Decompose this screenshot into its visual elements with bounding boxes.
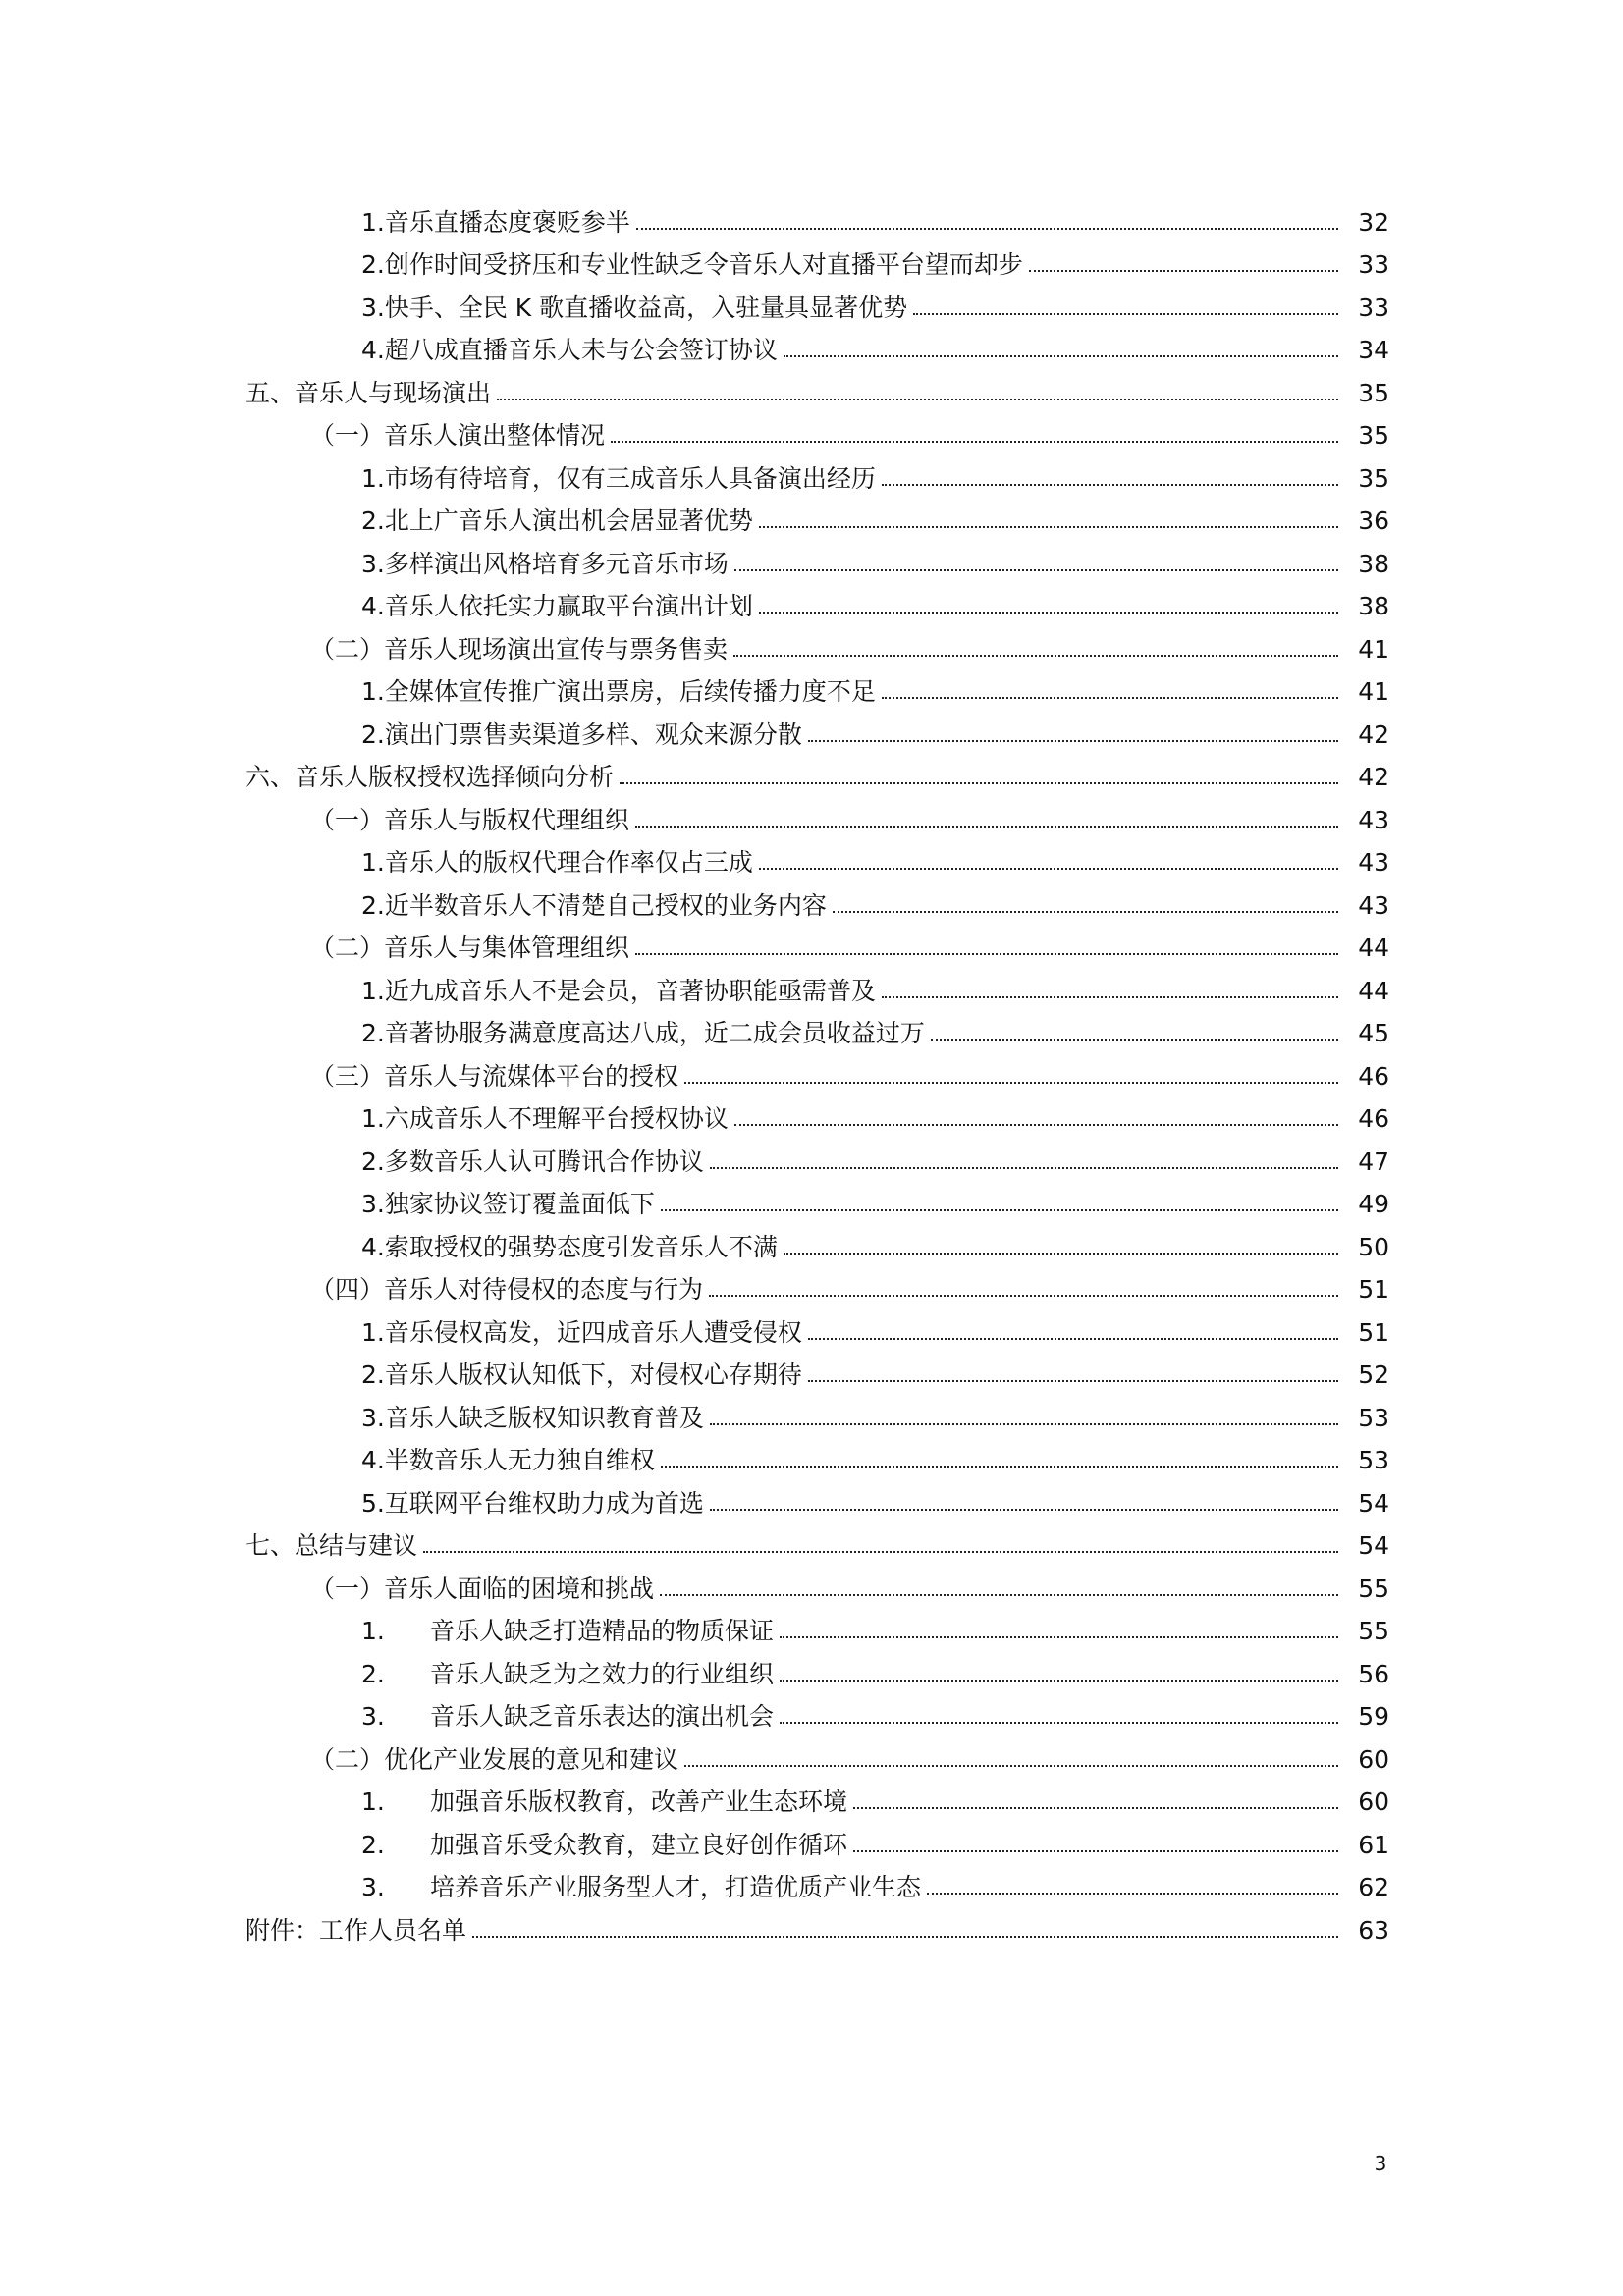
toc-entry-page: 43	[1358, 848, 1389, 878]
toc-entry-title: 音乐人面临的困境和挑战	[384, 1574, 655, 1603]
toc-entry-title: 音乐侵权高发，近四成音乐人遭受侵权	[384, 1317, 802, 1347]
toc-entry-page: 46	[1358, 1104, 1389, 1134]
toc-entry-text	[361, 1019, 931, 1048]
toc-entry[interactable]	[0, 1867, 1623, 1910]
toc-entry-number: 2.	[361, 1361, 385, 1390]
toc-entry-text	[361, 208, 636, 238]
toc-entry-title: 超八成直播音乐人未与公会签订协议	[384, 336, 778, 365]
toc-entry-text	[310, 1575, 660, 1604]
toc-entry-page: 45	[1358, 1019, 1389, 1048]
toc-entry[interactable]	[0, 1568, 1623, 1611]
toc-entry-title: 音乐人与集体管理组织	[384, 934, 630, 963]
toc-dot-leader	[635, 826, 1338, 828]
toc-entry-page: 33	[1358, 250, 1389, 280]
toc-entry[interactable]	[0, 1055, 1623, 1098]
toc-dot-leader	[882, 697, 1338, 699]
toc-entry[interactable]	[0, 1269, 1623, 1312]
toc-entry-number: 2.	[361, 250, 385, 280]
toc-entry-number: （一）	[310, 805, 385, 834]
page-number: 3	[1374, 2152, 1387, 2175]
toc-entry-title: 音乐人与流媒体平台的授权	[384, 1061, 679, 1091]
toc-entry[interactable]	[0, 928, 1623, 971]
toc-entry-number: 3.	[361, 1190, 385, 1219]
toc-entry-text	[361, 592, 759, 621]
toc-entry-number: 4.	[361, 336, 385, 365]
toc-entry-title: 索取授权的强势态度引发音乐人不满	[384, 1232, 778, 1261]
toc-entry-page: 35	[1358, 463, 1389, 493]
toc-entry-title: 半数音乐人无力独自维权	[384, 1446, 655, 1475]
toc-entry[interactable]	[0, 1141, 1623, 1184]
toc-dot-leader	[497, 399, 1338, 400]
toc-entry-number: 五、	[245, 378, 296, 407]
toc-entry[interactable]	[0, 1738, 1623, 1782]
toc-entry-page: 43	[1358, 890, 1389, 920]
toc-dot-leader	[710, 1423, 1338, 1425]
toc-entry-page: 53	[1358, 1403, 1389, 1432]
toc-dot-leader	[784, 1253, 1338, 1255]
toc-entry-number: 4.	[361, 1446, 385, 1475]
toc-entry-number: 2.	[361, 1659, 385, 1688]
toc-entry-number: 3.	[361, 549, 385, 578]
toc-entry-title: 音乐人演出整体情况	[384, 421, 606, 451]
toc-entry-number: （四）	[310, 1275, 385, 1305]
toc-entry-page: 38	[1358, 549, 1389, 578]
toc-entry-page: 53	[1358, 1446, 1389, 1475]
toc-entry-page: 55	[1358, 1574, 1389, 1603]
toc-entry[interactable]	[0, 457, 1623, 501]
toc-entry-number: 2.	[361, 507, 385, 536]
toc-dot-leader	[853, 1850, 1338, 1852]
toc-entry-number: （二）	[310, 1744, 385, 1774]
toc-entry-title: 快手、全民 K 歌直播收益高，入驻量具显著优势	[384, 293, 908, 322]
toc-dot-leader	[661, 1466, 1338, 1468]
toc-entry-number: 3.	[361, 1873, 385, 1902]
toc-entry-page: 32	[1358, 207, 1389, 237]
toc-entry-number: （二）	[310, 634, 385, 664]
toc-entry-text	[245, 1531, 423, 1561]
toc-entry-text	[245, 763, 620, 792]
toc-entry-page: 59	[1358, 1702, 1389, 1732]
toc-dot-leader	[734, 1124, 1338, 1126]
toc-entry-number: 3.	[361, 293, 385, 322]
toc-entry-title: 演出门票售卖渠道多样、观众来源分散	[384, 720, 802, 749]
toc-entry[interactable]	[0, 244, 1623, 288]
toc-entry[interactable]	[0, 201, 1623, 244]
toc-entry-page: 34	[1358, 336, 1389, 365]
toc-dot-leader	[661, 1209, 1338, 1211]
toc-entry[interactable]	[0, 714, 1623, 757]
toc-entry-title: 多样演出风格培育多元音乐市场	[384, 549, 729, 578]
toc-dot-leader	[913, 313, 1338, 315]
toc-entry-text	[361, 677, 882, 707]
toc-entry-text	[361, 1190, 661, 1219]
toc-dot-leader	[931, 1039, 1338, 1041]
toc-dot-leader	[636, 228, 1338, 230]
toc-entry-title: 音乐人对待侵权的态度与行为	[384, 1275, 704, 1305]
toc-entry-text	[361, 1233, 784, 1262]
toc-entry-text	[361, 250, 1029, 280]
toc-entry-text	[361, 1361, 808, 1390]
toc-entry-page: 55	[1358, 1617, 1389, 1646]
toc-entry-text	[310, 1275, 709, 1305]
toc-entry-text	[361, 1446, 661, 1475]
toc-entry[interactable]	[0, 757, 1623, 800]
toc-entry-page: 46	[1358, 1061, 1389, 1091]
toc-dot-leader	[1029, 270, 1338, 272]
toc-entry-page: 38	[1358, 592, 1389, 621]
toc-entry-page: 60	[1358, 1744, 1389, 1774]
table-of-contents	[0, 201, 1623, 1952]
toc-dot-leader	[635, 953, 1338, 955]
toc-entry-page: 43	[1358, 805, 1389, 834]
toc-entry[interactable]	[0, 415, 1623, 458]
toc-entry[interactable]	[0, 1696, 1623, 1739]
toc-entry-text	[361, 1404, 710, 1433]
toc-entry[interactable]	[0, 884, 1623, 928]
toc-dot-leader	[423, 1551, 1338, 1553]
toc-entry[interactable]	[0, 1653, 1623, 1696]
toc-entry-page: 60	[1358, 1788, 1389, 1817]
toc-entry-text	[310, 1062, 684, 1092]
toc-entry-number: 1.	[361, 1788, 385, 1817]
toc-entry-title: 互联网平台维权助力成为首选	[384, 1488, 704, 1518]
toc-entry-text	[245, 379, 497, 408]
toc-entry-page: 36	[1358, 507, 1389, 536]
toc-dot-leader	[808, 740, 1338, 742]
toc-entry-number: 1.	[361, 677, 385, 707]
toc-entry-text	[361, 1148, 710, 1177]
toc-entry-page: 33	[1358, 293, 1389, 322]
toc-entry-title: 优化产业发展的意见和建议	[384, 1744, 679, 1774]
toc-entry-number: 2.	[361, 1830, 385, 1859]
toc-entry[interactable]	[0, 1782, 1623, 1825]
toc-entry[interactable]	[0, 1355, 1623, 1398]
toc-entry[interactable]	[0, 586, 1623, 629]
toc-entry-number: 2.	[361, 720, 385, 749]
toc-dot-leader	[759, 868, 1338, 870]
toc-entry[interactable]	[0, 1611, 1623, 1654]
toc-entry-title: 六成音乐人不理解平台授权协议	[384, 1104, 729, 1134]
toc-entry-page: 54	[1358, 1531, 1389, 1561]
toc-entry-title: 独家协议签订覆盖面低下	[384, 1190, 655, 1219]
toc-dot-leader	[927, 1893, 1338, 1895]
toc-entry-text	[361, 1873, 927, 1902]
toc-entry-number: 3.	[361, 1403, 385, 1432]
toc-entry-text	[361, 721, 808, 750]
toc-entry-text	[310, 635, 733, 665]
toc-dot-leader	[620, 782, 1338, 784]
toc-entry-page: 52	[1358, 1361, 1389, 1390]
toc-entry-text	[361, 1617, 780, 1646]
toc-entry-page: 44	[1358, 934, 1389, 963]
toc-entry-title: 音乐人版权认知低下，对侵权心存期待	[384, 1361, 802, 1390]
toc-entry-title: 北上广音乐人演出机会居显著优势	[384, 507, 753, 536]
toc-entry-title: 音乐人与现场演出	[295, 378, 492, 407]
toc-dot-leader	[684, 1082, 1338, 1084]
toc-entry-number: （一）	[310, 421, 385, 451]
toc-entry[interactable]	[0, 330, 1623, 373]
toc-entry-text	[361, 891, 833, 921]
toc-entry-number: 1.	[361, 463, 385, 493]
toc-entry-page: 44	[1358, 976, 1389, 1005]
toc-dot-leader	[472, 1936, 1338, 1938]
toc-entry-text	[361, 336, 784, 365]
toc-entry-page: 41	[1358, 677, 1389, 707]
toc-entry-title: 音乐人缺乏打造精品的物质保证	[430, 1617, 775, 1646]
toc-dot-leader	[611, 441, 1338, 443]
toc-dot-leader	[808, 1338, 1338, 1340]
toc-entry[interactable]	[0, 1098, 1623, 1142]
toc-entry-page: 61	[1358, 1830, 1389, 1859]
toc-entry[interactable]	[0, 970, 1623, 1013]
toc-entry-number: 5.	[361, 1488, 385, 1518]
toc-entry-number: 1.	[361, 207, 385, 237]
toc-entry-number: 4.	[361, 592, 385, 621]
toc-entry-number: 2.	[361, 1019, 385, 1048]
toc-entry-page: 63	[1358, 1915, 1389, 1945]
toc-entry-page: 54	[1358, 1488, 1389, 1518]
toc-entry[interactable]	[0, 628, 1623, 671]
toc-entry-number: 2.	[361, 1147, 385, 1176]
toc-entry-number: （三）	[310, 1061, 385, 1091]
toc-entry-page: 35	[1358, 421, 1389, 451]
toc-entry-title: 全媒体宣传推广演出票房，后续传播力度不足	[384, 677, 876, 707]
toc-entry-text	[310, 806, 635, 835]
toc-entry-title: 总结与建议	[295, 1531, 418, 1561]
toc-entry[interactable]	[0, 1013, 1623, 1056]
toc-entry-title: 音乐人缺乏为之效力的行业组织	[430, 1659, 775, 1688]
toc-entry[interactable]	[0, 1311, 1623, 1355]
toc-entry-title: 音乐人缺乏版权知识教育普及	[384, 1403, 704, 1432]
toc-entry-title: 音乐人与版权代理组织	[384, 805, 630, 834]
toc-dot-leader	[780, 1722, 1338, 1724]
toc-entry-number: 1.	[361, 976, 385, 1005]
toc-entry-text	[361, 848, 759, 878]
toc-entry-text	[245, 1916, 472, 1946]
toc-entry[interactable]	[0, 842, 1623, 885]
toc-entry-text	[361, 1788, 853, 1817]
toc-dot-leader	[784, 355, 1338, 357]
toc-entry[interactable]	[0, 1824, 1623, 1867]
toc-entry-text	[361, 1489, 710, 1519]
toc-entry[interactable]	[0, 671, 1623, 715]
toc-entry-title: 创作时间受挤压和专业性缺乏令音乐人对直播平台望而却步	[384, 250, 1023, 280]
toc-entry[interactable]	[0, 1226, 1623, 1269]
toc-entry[interactable]	[0, 1440, 1623, 1483]
toc-entry-page: 47	[1358, 1147, 1389, 1176]
toc-entry[interactable]	[0, 1397, 1623, 1440]
toc-entry-title: 音著协服务满意度高达八成，近二成会员收益过万	[384, 1019, 925, 1048]
toc-dot-leader	[882, 996, 1338, 998]
toc-entry-title: 近九成音乐人不是会员，音著协职能亟需普及	[384, 976, 876, 1005]
toc-entry-text	[361, 294, 913, 323]
toc-entry-number: 3.	[361, 1702, 385, 1732]
toc-entry-title: 工作人员名单	[319, 1915, 467, 1945]
toc-dot-leader	[709, 1295, 1338, 1297]
toc-entry-page: 42	[1358, 763, 1389, 792]
toc-entry-number: 1.	[361, 848, 385, 878]
toc-entry-title: 近半数音乐人不清楚自己授权的业务内容	[384, 890, 827, 920]
toc-entry-page: 35	[1358, 378, 1389, 407]
toc-entry-number: 六、	[245, 763, 296, 792]
toc-entry[interactable]	[0, 543, 1623, 586]
toc-entry-text	[361, 1104, 734, 1134]
toc-entry[interactable]	[0, 1525, 1623, 1569]
toc-entry-title: 音乐人依托实力赢取平台演出计划	[384, 592, 753, 621]
toc-entry-page: 62	[1358, 1873, 1389, 1902]
toc-entry-text	[361, 977, 882, 1006]
toc-dot-leader	[660, 1594, 1338, 1596]
toc-dot-leader	[780, 1636, 1338, 1638]
toc-entry[interactable]	[0, 287, 1623, 330]
toc-entry-number: 4.	[361, 1232, 385, 1261]
toc-entry-title: 音乐人的版权代理合作率仅占三成	[384, 848, 753, 878]
toc-entry-text	[361, 1831, 853, 1860]
toc-entry-title: 音乐人版权授权选择倾向分析	[295, 763, 615, 792]
toc-dot-leader	[684, 1765, 1338, 1767]
toc-entry-text	[361, 1660, 780, 1689]
toc-entry-page: 56	[1358, 1659, 1389, 1688]
toc-dot-leader	[759, 612, 1338, 614]
toc-entry-number: 七、	[245, 1531, 296, 1561]
toc-entry-text	[310, 1745, 684, 1775]
toc-entry-title: 加强音乐受众教育，建立良好创作循环	[430, 1830, 848, 1859]
toc-dot-leader	[780, 1680, 1338, 1682]
toc-entry-text	[310, 421, 611, 451]
toc-entry-page: 51	[1358, 1317, 1389, 1347]
toc-entry[interactable]	[0, 372, 1623, 415]
toc-dot-leader	[808, 1380, 1338, 1382]
toc-entry[interactable]	[0, 501, 1623, 544]
toc-entry-text	[310, 934, 635, 963]
toc-entry[interactable]	[0, 1909, 1623, 1952]
toc-entry-text	[361, 550, 734, 579]
toc-entry-title: 音乐直播态度褒贬参半	[384, 207, 630, 237]
toc-entry-title: 培养音乐产业服务型人才，打造优质产业生态	[430, 1873, 922, 1902]
toc-entry-title: 加强音乐版权教育，改善产业生态环境	[430, 1788, 848, 1817]
toc-dot-leader	[882, 484, 1338, 486]
toc-dot-leader	[833, 911, 1338, 913]
toc-entry-number: 1.	[361, 1104, 385, 1134]
toc-entry-title: 多数音乐人认可腾讯合作协议	[384, 1147, 704, 1176]
toc-entry-number: 1.	[361, 1317, 385, 1347]
toc-entry-page: 42	[1358, 720, 1389, 749]
toc-entry-text	[361, 1702, 780, 1732]
toc-entry-text	[361, 507, 759, 536]
toc-entry-number: 2.	[361, 890, 385, 920]
toc-entry-number: （二）	[310, 934, 385, 963]
toc-entry-page: 50	[1358, 1232, 1389, 1261]
toc-entry-text	[361, 464, 882, 494]
toc-dot-leader	[733, 655, 1338, 657]
toc-entry-page: 51	[1358, 1275, 1389, 1305]
toc-entry-title: 音乐人缺乏音乐表达的演出机会	[430, 1702, 775, 1732]
toc-entry-number: 1.	[361, 1617, 385, 1646]
toc-entry-number: （一）	[310, 1574, 385, 1603]
toc-entry-title: 音乐人现场演出宣传与票务售卖	[384, 634, 729, 664]
toc-dot-leader	[710, 1167, 1338, 1169]
toc-entry[interactable]	[0, 1482, 1623, 1525]
toc-entry-text	[361, 1318, 808, 1348]
toc-dot-leader	[759, 526, 1338, 528]
toc-dot-leader	[853, 1807, 1338, 1809]
toc-dot-leader	[710, 1509, 1338, 1511]
toc-entry-title: 市场有待培育，仅有三成音乐人具备演出经历	[384, 463, 876, 493]
toc-entry[interactable]	[0, 1184, 1623, 1227]
toc-dot-leader	[734, 569, 1338, 571]
toc-entry[interactable]	[0, 799, 1623, 842]
toc-entry-page: 49	[1358, 1190, 1389, 1219]
toc-entry-number: 附件：	[245, 1915, 320, 1945]
toc-entry-page: 41	[1358, 634, 1389, 664]
